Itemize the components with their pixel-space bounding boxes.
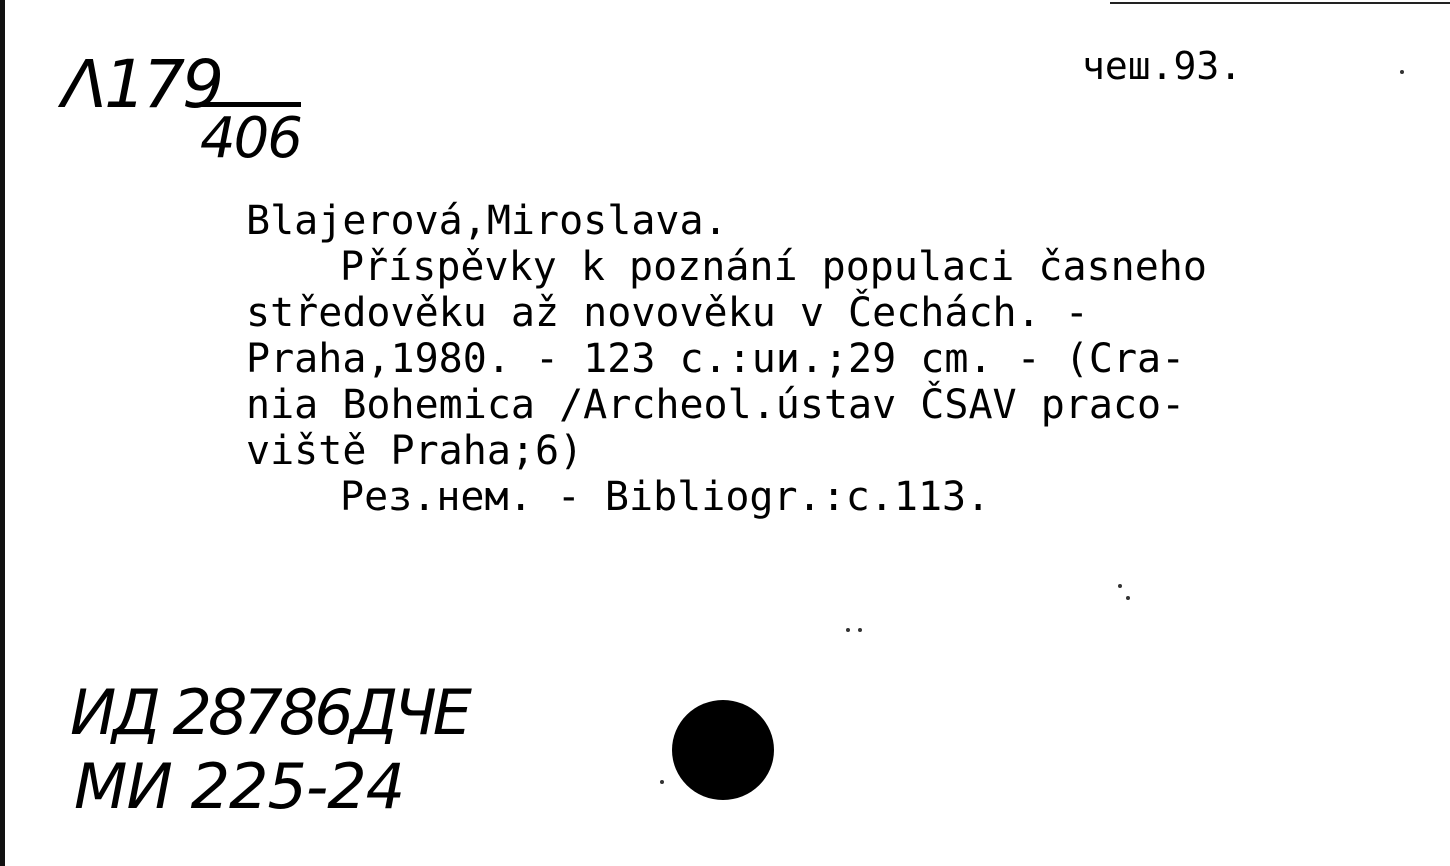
ink-speck xyxy=(1400,70,1404,74)
ink-speck xyxy=(1126,596,1130,600)
ink-speck xyxy=(858,628,862,632)
ink-speck xyxy=(846,628,850,632)
entry-title-line: středověku až novověku v Čechách. - xyxy=(246,290,1089,336)
card-left-edge xyxy=(0,0,5,866)
language-code: чеш.93. xyxy=(1082,44,1243,88)
entry-series-line: nia Bohemica /Archeol.ústav ČSAV praco- xyxy=(246,382,1186,428)
entry-author: Blajerová,Miroslava. xyxy=(246,198,728,244)
entry-title-line: Příspěvky k poznání populaci časneho xyxy=(340,244,1207,290)
handwritten-register-number: МИ 225-24 xyxy=(74,750,405,823)
entry-note: Peз.нем. - Bibliogr.:c.113. xyxy=(340,474,991,520)
handwritten-call-number-denominator: 406 xyxy=(200,102,301,167)
bibliographic-entry xyxy=(246,198,1446,520)
ink-speck xyxy=(660,780,664,784)
handwritten-call-number: Λ179 xyxy=(62,46,222,123)
punch-hole xyxy=(672,700,774,800)
ink-speck xyxy=(1118,584,1122,588)
handwritten-inventory-number: ИД 28786ДЧЕ xyxy=(70,676,468,749)
entry-series-line: viště Praha;6) xyxy=(246,428,584,474)
card-top-edge-line xyxy=(1110,2,1450,4)
entry-imprint-line: Praha,1980. - 123 c.:uи.;29 cm. - (Cra- xyxy=(246,336,1186,382)
